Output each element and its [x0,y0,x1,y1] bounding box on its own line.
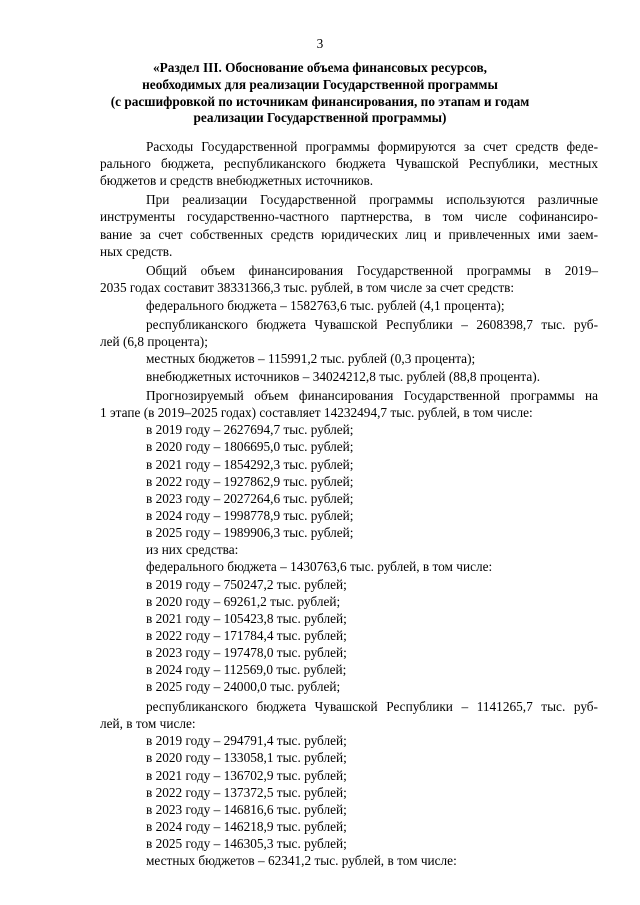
text-line: в 2022 году – 137372,5 тыс. рублей; [146,784,347,800]
text-line: вание за счет собственных средств юридических лиц и привлеченных ими заем- [100,226,598,242]
text-line: ных средств. [100,243,173,259]
text-line: в 2021 году – 1854292,3 тыс. рублей; [146,456,354,472]
page-number: 3 [316,36,324,51]
text-line: лей (6,8 процента); [100,334,208,350]
text-line: республиканского бюджета Чувашской Республики – 1141265,7 тыс. руб- [146,698,598,714]
text-line: в 2024 году – 146218,9 тыс. рублей; [146,818,347,834]
text-line: При реализации Государственной программы используются различные [146,192,598,208]
text-line: в 2021 году – 105423,8 тыс. рублей; [146,610,347,626]
text-line: Общий объем финансирования Государственной программы в 2019– [146,263,598,279]
text-line: федерального бюджета – 1430763,6 тыс. рублей, в том числе: [146,559,493,575]
text-line: в 2025 году – 146305,3 тыс. рублей; [146,836,347,852]
text-line: в 2025 году – 1989906,3 тыс. рублей; [146,525,354,541]
text-line: местных бюджетов – 62341,2 тыс. рублей, в том числе: [146,853,457,869]
text-line: бюджетов и средств внебюджетных источников. [100,172,374,188]
text-line: в 2023 году – 2027264,6 тыс. рублей; [146,490,354,506]
text-line: в 2022 году – 171784,4 тыс. рублей; [146,628,347,643]
text-line: в 2019 году – 750247,2 тыс. рублей; [146,576,347,592]
text-line: 1 этапе (в 2019–2025 годах) составляет 14232494,7 тыс. рублей, в том числе: [100,405,533,421]
heading-line: (с расшифровкой по источникам финансирования, по этапам и годам [110,93,530,109]
text-line: в 2023 году – 197478,0 тыс. рублей; [146,645,347,661]
text-line: 2035 годах составит 38331366,3 тыс. рублей, в том числе за счет средств: [100,280,515,296]
text-line: Прогнозируемый объем финансирования Государственной программы на [146,388,598,404]
text-line: в 2024 году – 1998778,9 тыс. рублей; [146,508,354,524]
text-line: внебюджетных источников – 34024212,8 тыс. рублей (88,8 процента). [146,368,541,384]
text-line: в 2019 году – 2627694,7 тыс. рублей; [146,422,354,438]
text-line: из них средства: [146,542,239,558]
section-heading [100,60,540,127]
text-line: в 2023 году – 146816,6 тыс. рублей; [146,801,347,817]
text-line: рального бюджета, республиканского бюджета Чувашской Республики, местных [100,155,598,171]
text-line: лей, в том числе: [100,716,196,732]
text-line: в 2025 году – 24000,0 тыс. рублей; [146,679,341,695]
text-line: в 2021 году – 136702,9 тыс. рублей; [146,767,347,783]
heading-line: «Раздел III. Обоснование объема финансовых ресурсов, [153,60,487,75]
text-line: местных бюджетов – 115991,2 тыс. рублей (0,3 процента); [146,351,476,367]
heading-line: реализации Государственной программы) [193,110,447,126]
document-body [100,138,598,870]
heading-line: необходимых для реализации Государственной программы [142,76,498,92]
text-line: Расходы Государственной программы формируются за счет средств феде- [146,138,598,154]
text-line: в 2020 году – 69261,2 тыс. рублей; [146,593,341,609]
text-line: в 2020 году – 1806695,0 тыс. рублей; [146,439,354,455]
text-line: в 2022 году – 1927862,9 тыс. рублей; [146,473,354,489]
text-line: инструменты государственно-частного партнерства, в том числе софинансиро- [100,209,598,225]
text-line: в 2020 году – 133058,1 тыс. рублей; [146,750,347,766]
text-line: федерального бюджета – 1582763,6 тыс. рублей (4,1 процента); [146,297,505,313]
text-line: республиканского бюджета Чувашской Республики – 2608398,7 тыс. руб- [146,317,598,333]
text-line: в 2019 году – 294791,4 тыс. рублей; [146,733,347,749]
text-line: в 2024 году – 112569,0 тыс. рублей; [146,662,347,678]
